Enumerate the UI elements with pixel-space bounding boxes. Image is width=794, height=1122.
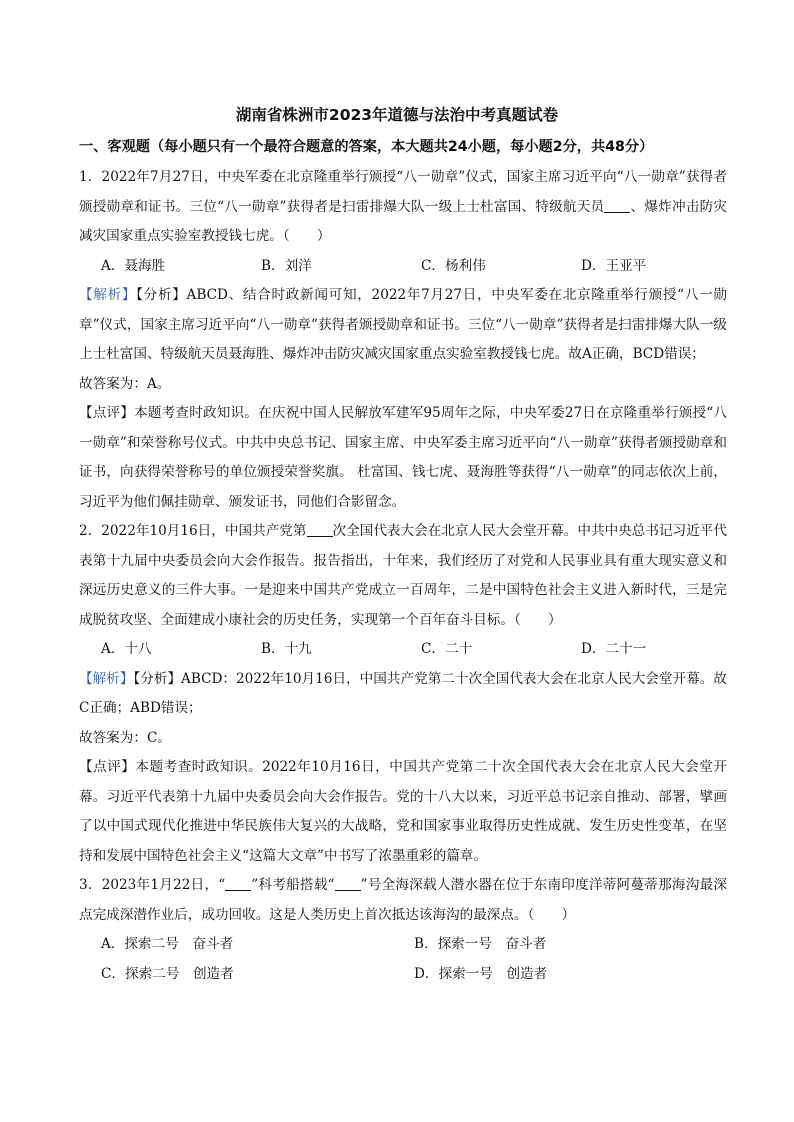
q2-comment: 【点评】本题考查时政知识。2022年10月16日，中国共产党第二十次全国代表大会在北京人民大会堂开幕。习近平代表第十九届中央委员会向大会作报告。党的十八大以来，习近平总书记亲自推动、部署，擘画了以中国式现代化推进中华民族伟大复兴的大战略，党和国家事业取得历史性成就、发生历史性变革，在坚持和发展中国特色社会主义“这篇大文章”中书写了浓墨重彩的篇章。 bbox=[79, 759, 727, 864]
exam-title: 湖南省株洲市2023年道德与法治中考真题试卷 bbox=[235, 106, 559, 124]
q1-options bbox=[79, 252, 727, 282]
q1-option-d[interactable]: D．王亚平 bbox=[581, 257, 647, 274]
q2-option-a[interactable]: A．十八 bbox=[101, 641, 152, 657]
q2-jiexi-tag: 【解析】 bbox=[79, 670, 134, 687]
q3-options-row-2 bbox=[79, 960, 727, 990]
q2-stem: 2．2022年10月16日，中国共产党第 次全国代表大会在北京人民大会堂开幕。中共中央总书记习近平代表第十九届中央委员会向大会作报告。报告指出，十年来，我们经历了对党和人民事业具有重大现实意义和深远历史意义的三件大事。一是迎来中国共产党成立一百周年，二是中国特色社会主义进入新时代，三是完成脱贫攻坚、全面建成小康社会的历史任务，实现第一个百年奋斗目标。（ ） bbox=[79, 523, 727, 628]
q2-option-c[interactable]: C．二十 bbox=[421, 641, 473, 657]
q1-answer: 故答案为：A。 bbox=[79, 375, 171, 392]
q1-stem: 1．2022年7月27日，中央军委在北京隆重举行颁授“八一勋章”仪式，国家主席习近平向“八一勋章”获得者颁授勋章和证书。三位“八一勋章”获得者是扫雷排爆大队一级上士杜富国、特级航天员 、爆炸冲击防灾减灾国家重点实验室教授钱七虎。（ ） bbox=[79, 169, 728, 244]
q1-jiexi-tag: 【解析】 bbox=[79, 287, 137, 303]
section-heading: 一、客观题（每小题只有一个最符合题意的答案，本大题共24小题，每小题2分，共48分） bbox=[79, 139, 654, 155]
q2-option-d[interactable]: D．二十一 bbox=[581, 641, 647, 657]
q1-option-a[interactable]: A．聂海胜 bbox=[101, 257, 166, 274]
q2-analysis: 【解析】【分析】ABCD：2022年10月16日，中国共产党第二十次全国代表大会在北京人民大会堂开幕。故C正确；ABD错误； bbox=[79, 670, 727, 716]
q3-option-d[interactable]: D．探索一号 创造者 bbox=[414, 965, 548, 982]
q3-blank-1 bbox=[225, 876, 251, 891]
q2-option-b[interactable]: B．十九 bbox=[261, 641, 312, 657]
q2-answer: 故答案为：C。 bbox=[79, 729, 171, 746]
q3-option-a[interactable]: A．探索二号 奋斗者 bbox=[101, 936, 234, 952]
q1-blank bbox=[604, 198, 630, 213]
q2-options bbox=[79, 635, 727, 665]
q1-option-c[interactable]: C．杨利伟 bbox=[421, 257, 486, 274]
q3-stem: 3．2023年1月22日，“ ”科考船搭载“ ”号全海深载人潜水器在位于东南印度洋蒂阿蔓蒂那海沟最深点完成深潜作业后，成功回收。这是人类历史上首次抵达该海沟的最深点。（ ） bbox=[79, 877, 728, 923]
q2-blank bbox=[307, 522, 333, 537]
q3-option-b[interactable]: B．探索一号 奋斗者 bbox=[414, 936, 547, 952]
q3-options-row-1 bbox=[79, 930, 727, 960]
q3-option-c[interactable]: C．探索二号 创造者 bbox=[101, 965, 234, 982]
q3-blank-2 bbox=[335, 876, 361, 891]
q1-comment: 【点评】本题考查时政知识。在庆祝中国人民解放军建军95周年之际，中央军委27日在京隆重举行颁授“八一勋章”和荣誉称号仪式。中共中央总书记、国家主席、中央军委主席习近平向“八一勋章”获得者颁授勋章和证书，向获得荣誉称号的单位颁授荣誉奖旗。 杜富国、钱七虎、聂海胜等获得“八一勋章”的同志依次上前，习近平为他们佩挂勋章、颁发证书，同他们合影留念。 bbox=[79, 405, 727, 510]
q1-option-b[interactable]: B．刘洋 bbox=[261, 257, 312, 274]
q1-analysis: 【解析】【分析】ABCD、结合时政新闻可知，2022年7月27日，中央军委在北京隆重举行颁授“八一勋章”仪式，国家主席习近平向“八一勋章”获得者颁授勋章和证书。三位“八一勋章”获得者是扫雷排爆大队一级上士杜富国、特级航天员聂海胜、爆炸冲击防灾减灾国家重点实验室教授钱七虎。故A正确，BCD错误； bbox=[79, 287, 727, 362]
exam-body bbox=[79, 163, 727, 989]
